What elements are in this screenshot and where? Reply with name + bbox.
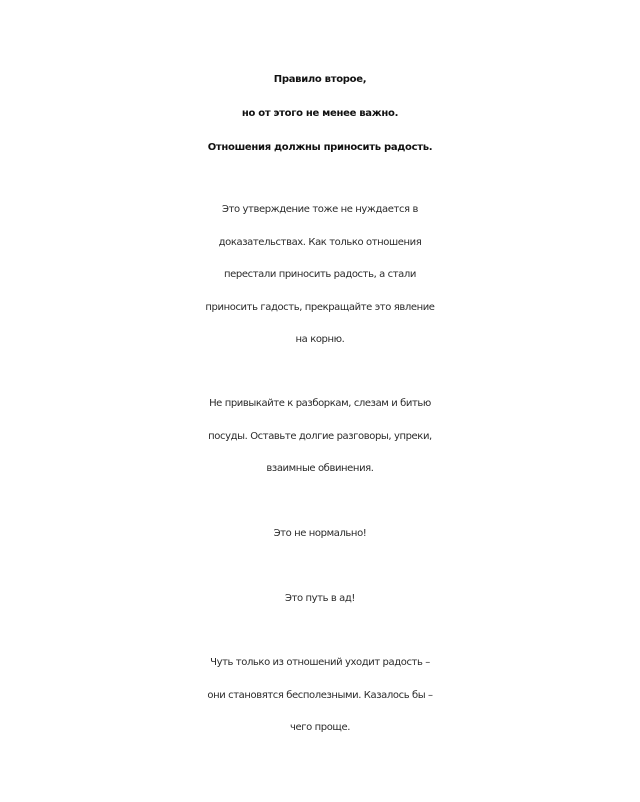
- paragraph-5-line-2: они становятся бесполезными. Казалось бы –: [207, 689, 433, 701]
- paragraph-3-line-1: Это не нормально!: [273, 528, 367, 539]
- paragraph-1-line-2: доказательствах. Как только отношения: [218, 236, 422, 248]
- paragraph-2-line-1: Не привыкайте к разборкам, слезам и битью: [209, 398, 431, 409]
- paragraph-1-line-4: приносить гадость, прекращайте это явление: [205, 301, 435, 313]
- paragraph-2-line-2: посуды. Оставьте долгие разговоры, упреки,: [208, 430, 432, 442]
- paragraph-1: [0, 194, 640, 357]
- title-line-2: но от этого не менее важно.: [241, 108, 399, 119]
- paragraph-1-line-5: на корню.: [295, 334, 345, 345]
- title-line-1: Правило второе,: [273, 74, 367, 85]
- paragraph-5-line-1: Чуть только из отношений уходит радость –: [210, 657, 430, 668]
- paragraph-5-line-3: чего проще.: [290, 722, 350, 733]
- paragraph-1-line-1: Это утверждение тоже не нуждается в: [222, 204, 418, 215]
- paragraph-4: [0, 583, 640, 616]
- paragraph-2: [0, 388, 640, 486]
- title-line-3: Отношения должны приносить радость.: [207, 142, 433, 153]
- paragraph-1-line-3: перестали приносить радость, а стали: [224, 269, 416, 280]
- paragraph-2-line-3: взаимные обвинения.: [266, 463, 374, 474]
- paragraph-5: [0, 647, 640, 745]
- paragraph-4-line-1: Это путь в ад!: [285, 593, 355, 604]
- paragraph-3: [0, 518, 640, 551]
- page-title: [0, 63, 640, 165]
